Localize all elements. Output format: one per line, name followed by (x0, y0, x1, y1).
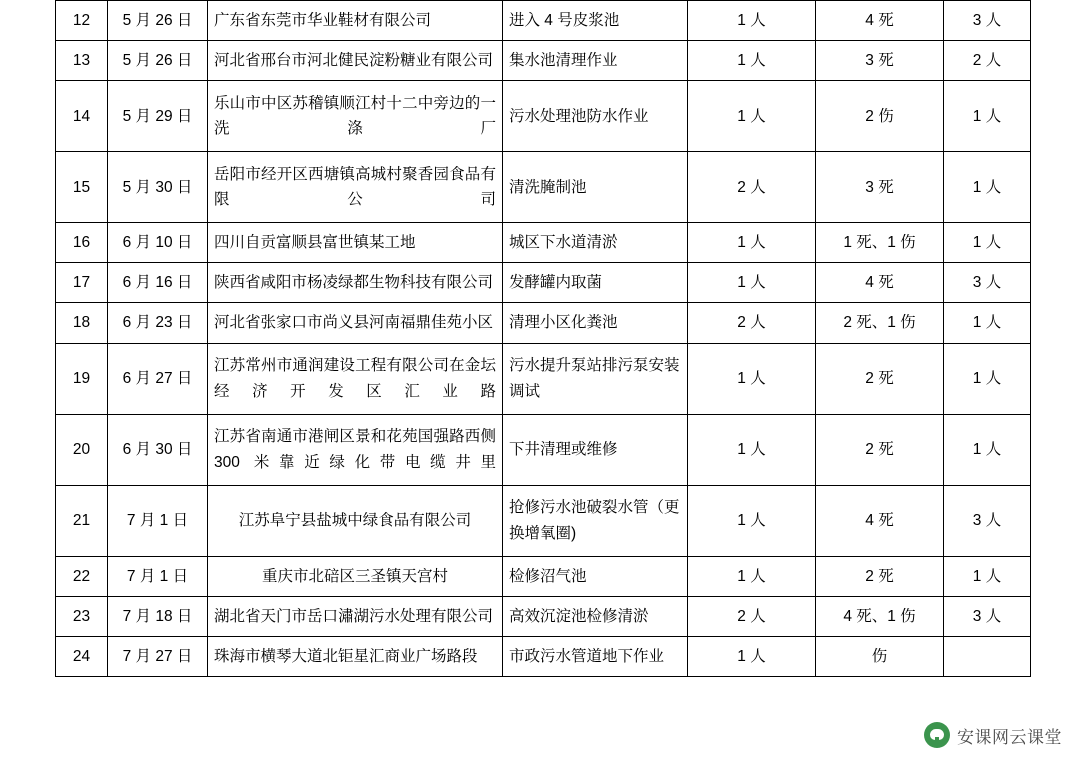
table-row (56, 152, 1031, 223)
cell-place: 广东省东莞市华业鞋材有限公司 (208, 1, 503, 41)
cell-place: 江苏阜宁县盐城中绿食品有限公司 (208, 485, 503, 556)
cell-place: 四川自贡富顺县富世镇某工地 (208, 223, 503, 263)
cell-no: 23 (56, 596, 108, 636)
table-row (56, 41, 1031, 81)
cell-work: 下井清理或维修 (503, 414, 688, 485)
cell-work: 污水提升泵站排污泵安装调试 (503, 343, 688, 414)
cell-people: 1 人 (688, 223, 816, 263)
table-row (56, 223, 1031, 263)
cell-date: 5 月 26 日 (108, 1, 208, 41)
table-row (56, 81, 1031, 152)
cell-work: 污水处理池防水作业 (503, 81, 688, 152)
cell-rescuers: 3 人 (944, 485, 1031, 556)
cell-rescuers: 1 人 (944, 303, 1031, 343)
cell-date: 7 月 18 日 (108, 596, 208, 636)
cell-people: 1 人 (688, 485, 816, 556)
cell-casualties: 4 死 (816, 263, 944, 303)
cell-work: 发酵罐内取菌 (503, 263, 688, 303)
cell-casualties: 2 死 (816, 343, 944, 414)
cell-place: 江苏常州市通润建设工程有限公司在金坛经济开发区汇业路 (208, 343, 503, 414)
cell-date: 5 月 29 日 (108, 81, 208, 152)
cell-people: 1 人 (688, 81, 816, 152)
cell-rescuers: 1 人 (944, 414, 1031, 485)
cell-work: 清理小区化粪池 (503, 303, 688, 343)
cell-place: 乐山市中区苏稽镇顺江村十二中旁边的一洗涤厂 (208, 81, 503, 152)
cell-no: 24 (56, 636, 108, 676)
cell-date: 6 月 30 日 (108, 414, 208, 485)
cell-rescuers: 1 人 (944, 223, 1031, 263)
cell-work: 市政污水管道地下作业 (503, 636, 688, 676)
cell-no: 12 (56, 1, 108, 41)
cell-no: 19 (56, 343, 108, 414)
cell-date: 7 月 27 日 (108, 636, 208, 676)
cell-no: 18 (56, 303, 108, 343)
cell-work: 集水池清理作业 (503, 41, 688, 81)
cell-rescuers: 3 人 (944, 1, 1031, 41)
cell-rescuers: 1 人 (944, 556, 1031, 596)
cell-no: 22 (56, 556, 108, 596)
cell-casualties: 3 死 (816, 41, 944, 81)
cell-rescuers: 1 人 (944, 152, 1031, 223)
watermark-label: 安课网云课堂 (957, 727, 1062, 747)
cell-date: 7 月 1 日 (108, 556, 208, 596)
cell-no: 17 (56, 263, 108, 303)
cell-no: 15 (56, 152, 108, 223)
cell-rescuers (944, 636, 1031, 676)
cell-casualties: 4 死 (816, 1, 944, 41)
cell-place: 湖北省天门市岳口潚湖污水处理有限公司 (208, 596, 503, 636)
cell-people: 2 人 (688, 596, 816, 636)
wechat-account-icon (924, 722, 950, 748)
cell-rescuers: 1 人 (944, 343, 1031, 414)
cell-casualties: 3 死 (816, 152, 944, 223)
cell-date: 6 月 23 日 (108, 303, 208, 343)
cell-place: 珠海市横琴大道北钜星汇商业广场路段 (208, 636, 503, 676)
cell-date: 6 月 27 日 (108, 343, 208, 414)
incident-table-body (56, 1, 1031, 677)
cell-place: 江苏省南通市港闸区景和花苑国强路西侧 300 米靠近绿化带电缆井里 (208, 414, 503, 485)
cell-place: 重庆市北碚区三圣镇天宫村 (208, 556, 503, 596)
cell-no: 21 (56, 485, 108, 556)
table-row (56, 343, 1031, 414)
cell-casualties: 4 死、1 伤 (816, 596, 944, 636)
table-row (56, 1, 1031, 41)
cell-work: 城区下水道清淤 (503, 223, 688, 263)
cell-work: 进入 4 号皮浆池 (503, 1, 688, 41)
cell-casualties: 2 死 (816, 414, 944, 485)
cell-date: 7 月 1 日 (108, 485, 208, 556)
cell-people: 1 人 (688, 414, 816, 485)
cell-people: 2 人 (688, 303, 816, 343)
cell-place: 河北省邢台市河北健民淀粉糖业有限公司 (208, 41, 503, 81)
cell-date: 5 月 26 日 (108, 41, 208, 81)
table-row (56, 263, 1031, 303)
cell-people: 1 人 (688, 636, 816, 676)
cell-no: 20 (56, 414, 108, 485)
cell-casualties: 2 伤 (816, 81, 944, 152)
cell-work: 高效沉淀池检修清淤 (503, 596, 688, 636)
cell-casualties: 4 死 (816, 485, 944, 556)
cell-rescuers: 2 人 (944, 41, 1031, 81)
cell-no: 16 (56, 223, 108, 263)
table-row (56, 303, 1031, 343)
cell-people: 1 人 (688, 41, 816, 81)
cell-date: 6 月 16 日 (108, 263, 208, 303)
cell-people: 2 人 (688, 152, 816, 223)
cell-rescuers: 3 人 (944, 596, 1031, 636)
incident-table (55, 0, 1031, 677)
cell-work: 清洗腌制池 (503, 152, 688, 223)
cell-casualties: 2 死、1 伤 (816, 303, 944, 343)
cell-people: 1 人 (688, 343, 816, 414)
table-row (56, 556, 1031, 596)
watermark (924, 722, 1062, 748)
cell-work: 检修沼气池 (503, 556, 688, 596)
table-row (56, 636, 1031, 676)
cell-place: 河北省张家口市尚义县河南福鼎佳苑小区 (208, 303, 503, 343)
cell-people: 1 人 (688, 556, 816, 596)
cell-place: 岳阳市经开区西塘镇高城村聚香园食品有限公司 (208, 152, 503, 223)
cell-casualties: 1 死、1 伤 (816, 223, 944, 263)
cell-rescuers: 3 人 (944, 263, 1031, 303)
cell-people: 1 人 (688, 263, 816, 303)
cell-place: 陕西省咸阳市杨凌绿都生物科技有限公司 (208, 263, 503, 303)
cell-rescuers: 1 人 (944, 81, 1031, 152)
table-row (56, 414, 1031, 485)
cell-no: 14 (56, 81, 108, 152)
cell-date: 5 月 30 日 (108, 152, 208, 223)
cell-people: 1 人 (688, 1, 816, 41)
cell-casualties: 伤 (816, 636, 944, 676)
cell-no: 13 (56, 41, 108, 81)
table-row (56, 485, 1031, 556)
cell-work: 抢修污水池破裂水管（更换增氧圈) (503, 485, 688, 556)
table-row (56, 596, 1031, 636)
incident-table-container (55, 0, 1030, 677)
cell-casualties: 2 死 (816, 556, 944, 596)
cell-date: 6 月 10 日 (108, 223, 208, 263)
